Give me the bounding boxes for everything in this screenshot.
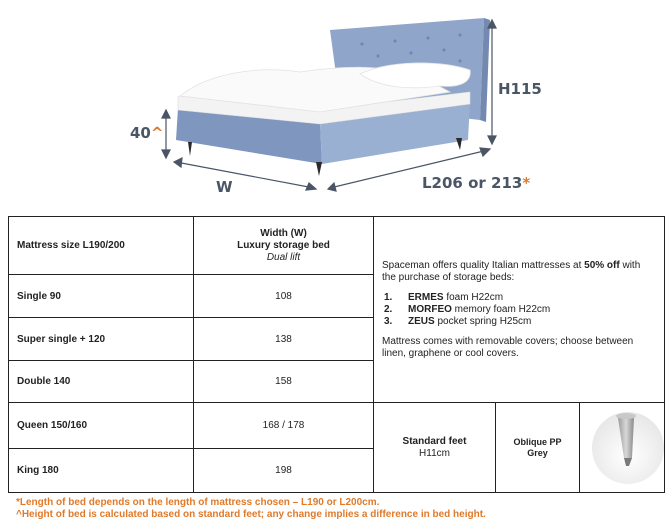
mattress-desc: foam H22cm — [443, 291, 504, 303]
standard-feet-height: H11cm — [419, 447, 450, 459]
list-item — [382, 292, 656, 304]
row-width: 138 — [194, 318, 374, 361]
offer-discount: 50% off — [584, 259, 620, 271]
table-row — [9, 403, 665, 449]
header-width-title: Width (W) — [260, 227, 307, 239]
length-footnote: *Length of bed depends on the length of mattress chosen – L190 or L200cm. — [16, 497, 380, 508]
standard-feet-cell — [374, 403, 496, 493]
length-label — [422, 174, 530, 192]
row-width: 168 / 178 — [194, 403, 374, 449]
covers-note: Mattress comes with removable covers; choose between linen, graphene or cool covers. — [382, 335, 634, 359]
header-width — [194, 217, 374, 275]
width-label: W — [216, 178, 233, 196]
offer-intro-text-b: with the purchase of storage beds: — [382, 259, 641, 283]
spec-table — [8, 216, 665, 493]
offer-intro-text-a: Spaceman offers quality Italian mattresses at — [382, 259, 585, 271]
header-mattress-size: Mattress size L190/200 — [9, 217, 194, 275]
mattress-offer-info — [374, 217, 665, 403]
list-item — [382, 316, 656, 328]
row-size: King 180 — [9, 449, 194, 493]
offer-intro — [382, 260, 656, 284]
row-size: Single 90 — [9, 275, 194, 318]
height-label: H115 — [498, 80, 542, 98]
row-width: 108 — [194, 275, 374, 318]
footnotes — [16, 497, 486, 521]
header-width-sub: Luxury storage bed — [237, 239, 330, 251]
mattress-desc: pocket spring H25cm — [434, 315, 532, 327]
length-value: L206 or 213 — [422, 174, 523, 192]
table-header-row — [9, 217, 665, 275]
mattress-list — [382, 292, 656, 328]
mattress-name: ERMES — [408, 291, 444, 303]
row-width: 158 — [194, 361, 374, 403]
leg-height-label — [130, 124, 163, 142]
mattress-name: ZEUS — [408, 315, 435, 327]
length-mark: * — [522, 174, 531, 192]
row-width: 198 — [194, 449, 374, 493]
list-item — [382, 304, 656, 316]
bed-illustration — [0, 0, 672, 215]
standard-feet-title: Standard feet — [402, 435, 467, 447]
list-item-number: 3. — [384, 315, 393, 327]
width-dimension-line — [176, 162, 314, 188]
foot-image-cell — [580, 403, 665, 493]
mattress-name: MORFEO — [408, 303, 452, 315]
oblique-foot-image — [588, 404, 668, 488]
header-width-note: Dual lift — [266, 251, 301, 263]
leg-height-value: 40 — [130, 124, 151, 142]
oblique-feet-line2: Grey — [527, 447, 548, 458]
row-size: Super single + 120 — [9, 318, 194, 361]
oblique-feet-line1: Oblique PP — [513, 436, 562, 447]
height-footnote: ^Height of bed is calculated based on standard feet; any change implies a difference in bed height. — [16, 509, 486, 520]
row-size: Queen 150/160 — [9, 403, 194, 449]
row-size: Double 140 — [9, 361, 194, 403]
bed-figure — [0, 0, 672, 215]
oblique-feet-cell — [496, 403, 580, 493]
leg-height-mark: ^ — [150, 124, 164, 142]
list-item-number: 2. — [384, 303, 393, 315]
list-item-number: 1. — [384, 291, 393, 303]
mattress-desc: memory foam H22cm — [451, 303, 551, 315]
